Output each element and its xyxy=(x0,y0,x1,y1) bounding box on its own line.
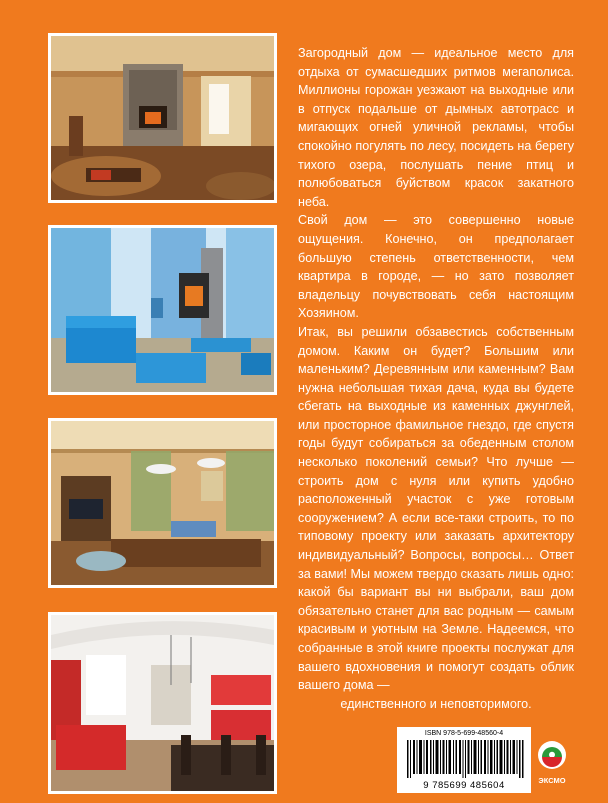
cover-text xyxy=(298,44,574,713)
publisher-logo xyxy=(532,727,572,793)
publisher-name: ЭКСМО xyxy=(538,776,566,785)
photo-log-dining-room xyxy=(48,418,277,588)
isbn-label: ISBN 978-5-699-48560-4 xyxy=(424,730,504,737)
paragraph-intro: Загородный дом — идеальное место для отдыха от сумасшедших ритмов мегаполиса. Миллионы горожан уезжают на выходные или в отпуск подальше от дымных автотрасс и мигающих огней уличной рекламы, чтобы спокойно погулять по лесу, посидеть на берегу тихого озера, послушать пение птиц и полюбоваться буйством красок закатного неба. xyxy=(298,46,574,209)
photo-blue-interior xyxy=(48,225,277,395)
barcode-number: 9 785699 485604 xyxy=(423,780,505,791)
paragraph-questions: Итак, вы решили обзавестись собственным домом. Каким он будет? Большим или маленьким? Деревянным или каменным? Вам нужна небольшая тихая дача, куда вы будете сбегать на выходные из каменных джунглей, или просторное фамильное гнездо, где спустя годы будут собираться за обеденным столом несколько поколений семьи? Что лучше — строить дом с нуля или купить удобно расположенный участок с уже готовым сооружением? А если все-таки строить, то по типовому проекту или заказать архитектору индивидуальный? Вопросы, вопросы… Ответ за вами! Мы можем твердо сказать лишь одно: какой бы вариант вы ни выбрали, ваш дом обязательно станет для вас родным — самым красивым и уютным на Земле. Надеемся, что собранные в этой книге проекты послужат для вашего вдохновения и помогут создать облик вашего дома — xyxy=(298,324,574,693)
barcode-bars xyxy=(407,740,525,778)
isbn-barcode xyxy=(397,727,531,793)
paragraph-own-house: Свой дом — это совершенно новые ощущения. Конечно, он предполагает большую степень ответственности, чем квартира в городе, — но зато позволяет владельцу почувствовать себя настоящим Хозяином. xyxy=(298,213,574,321)
photo-red-modern-kitchen xyxy=(48,612,277,794)
paragraph-closing: единственного и неповторимого. xyxy=(340,696,532,711)
photo-wooden-living-room xyxy=(48,33,277,203)
